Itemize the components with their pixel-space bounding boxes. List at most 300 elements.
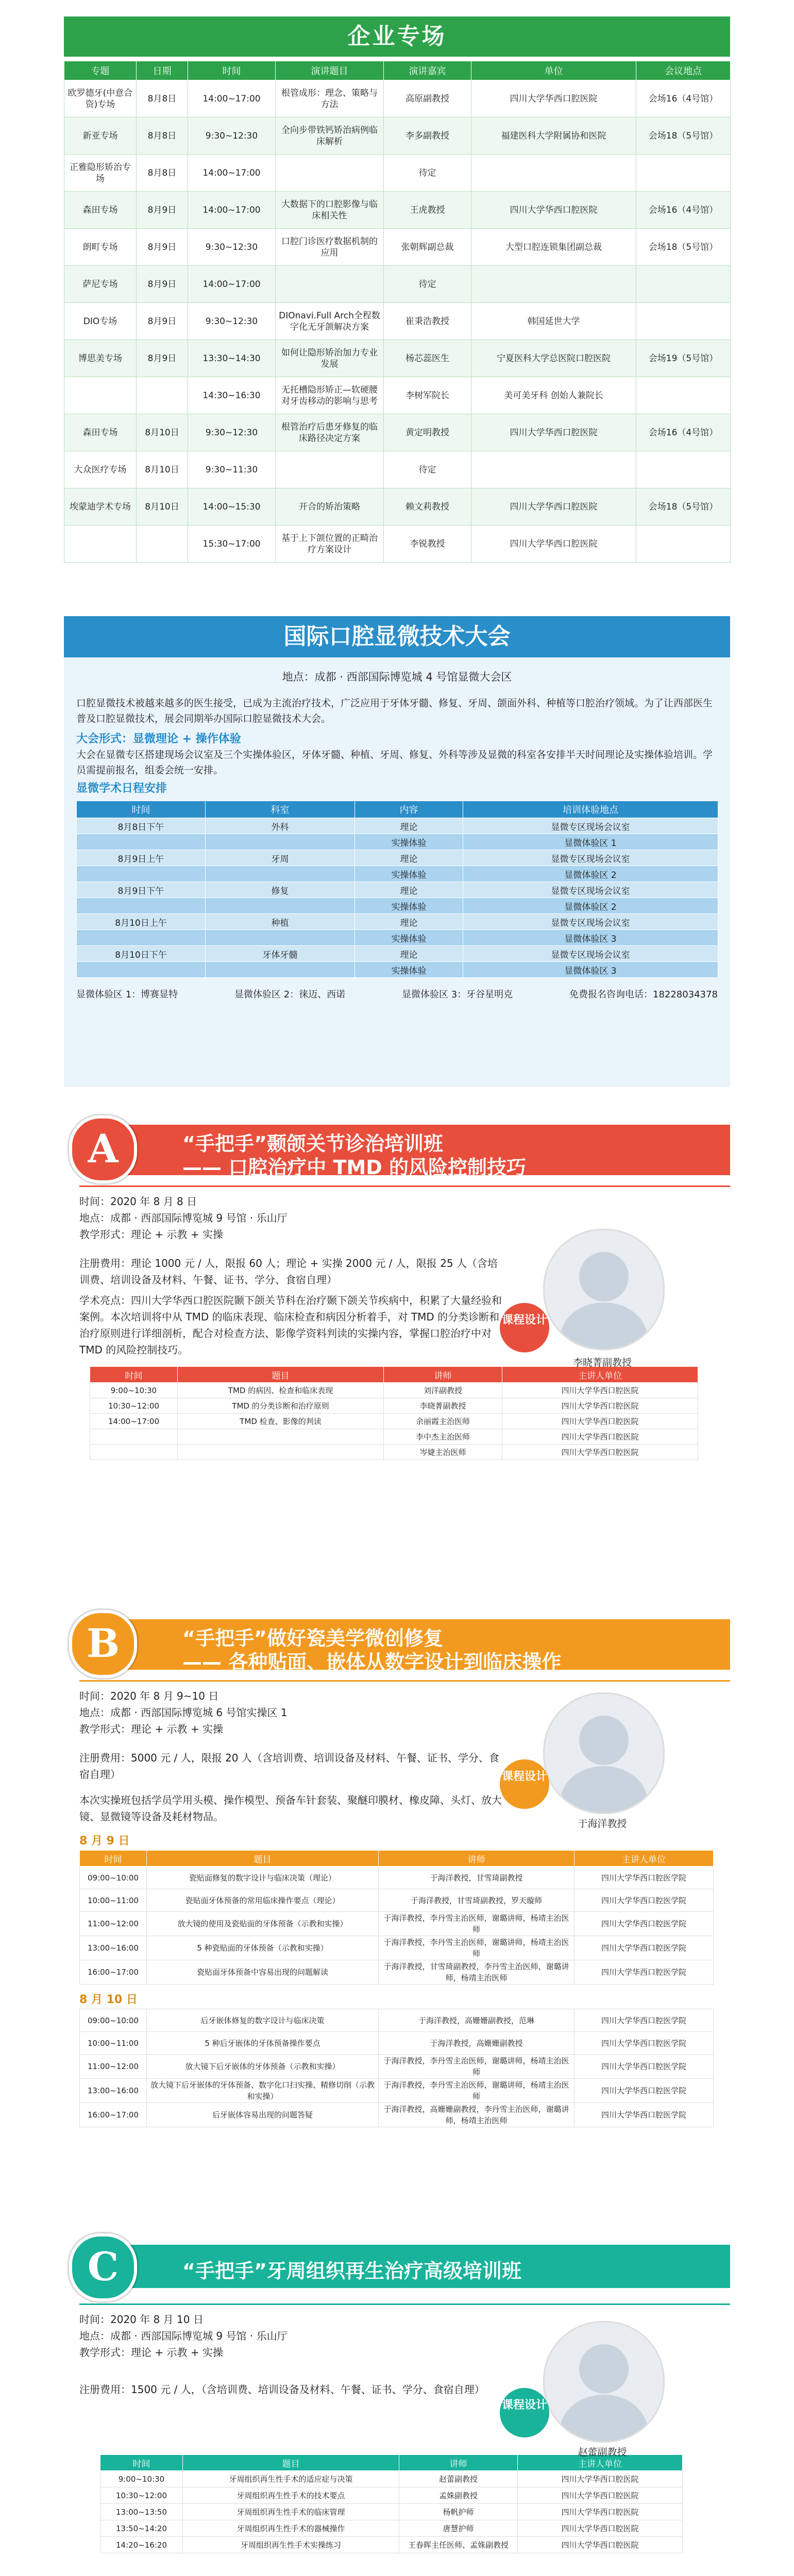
course-a-title-bar [100,1125,730,1179]
course-b-table2-cell: 11:00~12:00 [80,2055,147,2079]
course-a-table-cell: 余丽霞主治医师 [384,1414,502,1429]
enterprise-table-cell: 会场16（4号馆） [636,192,731,229]
enterprise-table-cell: 福建医科大学附属协和医院 [471,117,636,155]
congress-table-cell [206,866,355,882]
enterprise-table-cell: 大数据下的口腔影像与临床相关性 [276,192,384,229]
course-b-table2-cell: 四川大学华西口腔医学院 [575,2009,714,2032]
congress-schedule-table [76,801,718,978]
congress-schedule-title: 显微学术日程安排 [76,782,167,795]
congress-table-header-cell: 科室 [206,801,355,818]
congress-table-cell: 8月9日下午 [77,882,206,898]
course-b-table-day1 [79,1850,714,1985]
course-b-table2-cell: 四川大学华西口腔医学院 [575,2032,714,2055]
course-b-table1-cell: 于海洋教授，甘雪琦副教授，李丹雪主治医师，谢璐讲师，杨靖主治医师 [379,1960,575,1985]
enterprise-table-cell: 四川大学华西口腔医院 [471,414,636,451]
congress-table-cell: 显微体验区 3 [463,930,718,946]
course-b-day2: 8 月 10 日 [79,1993,138,2006]
enterprise-table-cell: 8月9日 [137,266,188,303]
course-b-fee: 注册费用：5000 元 / 人，限报 20 人（含培训费、培训设备及材料、午餐、证书、学分、食宿自理） [79,1752,499,1781]
course-b-table2-cell: 四川大学华西口腔医学院 [575,2079,714,2103]
course-b-table1-cell: 10:00~11:00 [80,1889,147,1912]
course-c-table-cell: 四川大学华西口腔医院 [518,2520,683,2537]
course-a-table-cell: 李中杰主治医师 [384,1429,502,1445]
course-b-table1-cell: 四川大学华西口腔医学院 [575,1867,714,1889]
course-c-table-cell: 13:00~13:50 [100,2504,183,2520]
congress-table-row [77,834,718,850]
enterprise-table-cell: 8月9日 [137,229,188,266]
course-b-table2-cell: 于海洋教授，高姗姗副教授，李丹雪主治医师，谢璐讲师，杨靖主治医师 [379,2103,575,2127]
enterprise-table-row [64,80,731,117]
course-b-table1-header-cell: 讲师 [379,1851,575,1867]
course-b-table1-row [80,1936,714,1960]
enterprise-table-header-cell: 日期 [137,61,188,80]
course-a-table-cell: TMD 的分类诊断和治疗原则 [178,1398,384,1414]
enterprise-table-header-cell: 演讲题目 [276,61,384,80]
course-b-materials: 本次实操班包括学员学用头模、操作模型、预备车针套装、聚醚印膜材、橡皮障、头灯、放大镜、显微镜等设备及耗材物品。 [79,1794,502,1823]
course-b-teacher-photo [543,1692,665,1814]
course-b-form: 教学形式：理论 + 示教 + 实操 [79,1723,223,1735]
congress-table-cell [206,898,355,914]
enterprise-table-cell [471,266,636,303]
course-b-table2-cell: 四川大学华西口腔医学院 [575,2103,714,2127]
course-a-letter: A [69,1115,137,1183]
course-a-table-cell: 14:00~17:00 [90,1414,178,1429]
course-b-table2-cell: 于海洋教授，李丹雪主治医师，谢璐讲师，杨靖主治医师 [379,2055,575,2079]
enterprise-table-cell: 8月8日 [137,117,188,155]
course-c-table-cell: 牙周组织再生性手术的适应症与决策 [183,2471,399,2487]
enterprise-table-cell: 四川大学华西口腔医院 [471,526,636,563]
congress-table-cell: 显微专区现场会议室 [463,946,718,962]
course-b-table1-cell: 于海洋教授，李丹雪主治医师，谢璐讲师，杨靖主治医师 [379,1912,575,1936]
course-b-teacher-name: 于海洋教授 [578,1818,627,1829]
course-b-table2-cell: 四川大学华西口腔医学院 [575,2055,714,2079]
enterprise-table-cell: 宁夏医科大学总医院口腔医院 [471,340,636,377]
enterprise-table-row [64,155,731,192]
congress-table-cell: 显微体验区 1 [463,834,718,850]
course-c-table-cell: 四川大学华西口腔医院 [518,2487,683,2504]
course-b-table1-row [80,1889,714,1912]
course-c-fee: 注册费用：1500 元 / 人，（含培训费、培训设备及材料、午餐、证书、学分、食宿自理） [79,2383,485,2396]
course-a-title: “手把手”颞颌关节诊治培训班 [182,1132,443,1155]
congress-table-cell: 牙周 [206,850,355,866]
enterprise-table-cell: 赖文莉教授 [384,488,471,526]
course-a-table-cell: 李晓菁副教授 [384,1398,502,1414]
footer-zone-3: 显微体验区 3：牙谷星明克 [402,989,513,1000]
enterprise-table-cell: 美可美牙科 创始人兼院长 [471,377,636,414]
congress-table-cell: 理论 [355,818,463,834]
avatar-icon [545,1694,663,1812]
enterprise-table-cell: 8月8日 [137,155,188,192]
course-b-table1-cell: 于海洋教授，甘雪琦副教授，罗天璇师 [379,1889,575,1912]
enterprise-table-row [64,266,731,303]
enterprise-table-cell: 待定 [384,155,471,192]
enterprise-table-cell: 韩国延世大学 [471,303,636,340]
course-c-table-cell: 14:20~16:20 [100,2537,183,2553]
enterprise-table-cell: 张朝辉副总裁 [384,229,471,266]
enterprise-table-cell: 博思美专场 [64,340,137,377]
course-a-table-row [90,1414,698,1429]
footer-zone-2: 显微体验区 2：徕迈、西诺 [234,989,346,1000]
enterprise-table-cell: 会场19（5号馆） [636,340,731,377]
course-b-table1-header-cell: 时间 [80,1851,147,1867]
enterprise-table-cell: 根管成形：理念、策略与方法 [276,80,384,117]
course-b-table2-cell: 放大镜下后牙嵌体的牙体预备、数字化口扫实操、精修切削（示教和实操） [147,2079,379,2103]
congress-table-row [77,818,718,834]
enterprise-table-cell: 8月10日 [137,451,188,488]
course-a [64,1115,730,1600]
enterprise-table-cell: 王虎教授 [384,192,471,229]
enterprise-table-cell: 李多副教授 [384,117,471,155]
course-b-table2-cell: 后牙嵌体容易出现的问题答疑 [147,2103,379,2127]
enterprise-table-cell: 无托槽隐形矫正—软硬腰对牙齿移动的影响与思考 [276,377,384,414]
course-b-table1-cell: 放大镜的使用及瓷贴面的牙体预备（示教和实操） [147,1912,379,1936]
course-c-time: 时间：2020 年 8 月 10 日 [79,2313,204,2326]
course-b-day1: 8 月 9 日 [79,1835,130,1848]
course-c-banner [64,2233,730,2300]
congress-location: 地点：成都 · 西部国际博览城 4 号馆显微大会区 [282,671,512,683]
course-b-table1-cell: 于海洋教授，甘雪琦副教授 [379,1867,575,1889]
course-c-table-cell: 赵蕾副教授 [399,2471,518,2487]
course-c-table-cell: 牙周组织再生性手术实操练习 [183,2537,399,2553]
course-a-table-cell: 四川大学华西口腔医院 [502,1414,698,1429]
congress-table-cell [77,898,206,914]
enterprise-table-cell: 9:30~12:30 [188,414,276,451]
enterprise-table-cell: 14:00~17:00 [188,192,276,229]
course-c-table-header-cell: 时间 [100,2455,183,2471]
congress-table-header [77,801,718,818]
enterprise-table-cell: 待定 [384,451,471,488]
course-b-table1-cell: 四川大学华西口腔医学院 [575,1936,714,1960]
enterprise-table-row [64,192,731,229]
course-b-table1-cell: 13:00~16:00 [80,1936,147,1960]
course-b-letter: B [69,1610,137,1678]
enterprise-table-cell: 14:00~17:00 [188,155,276,192]
enterprise-table-cell: 会场18（5号馆） [636,229,731,266]
congress-table-cell: 实操体验 [355,962,463,978]
enterprise-table-header-cell: 单位 [471,61,636,80]
enterprise-table-cell: 李锐教授 [384,526,471,563]
course-b-table1-header-cell: 主讲人单位 [575,1851,714,1867]
course-c-table-cell: 四川大学华西口腔医院 [518,2471,683,2487]
enterprise-section [64,16,730,603]
enterprise-table-cell: 14:30~16:30 [188,377,276,414]
course-b-ribbon: 课程设计 [500,1759,549,1809]
course-b-table2-cell: 16:00~17:00 [80,2103,147,2127]
enterprise-table-cell: 基于上下颌位置的正畸治疗方案设计 [276,526,384,563]
enterprise-table-cell: DIO专场 [64,303,137,340]
enterprise-table-cell [137,526,188,563]
course-a-table-row [90,1445,698,1460]
footer-zone-1: 显微体验区 1：博赛显特 [76,989,178,1000]
course-c-table-cell: 牙周组织再生性手术的技术要点 [183,2487,399,2504]
course-a-table-header-cell: 讲师 [384,1367,502,1383]
course-b-table1-cell: 09:00~10:00 [80,1867,147,1889]
course-b-table-day2 [79,2009,714,2127]
enterprise-table-cell: 8月8日 [137,80,188,117]
enterprise-table-cell: 9:30~12:30 [188,117,276,155]
enterprise-table-cell [636,155,731,192]
course-a-table-cell [178,1445,384,1460]
enterprise-table-cell [276,451,384,488]
enterprise-table [64,61,731,563]
enterprise-table-cell: 根管治疗后患牙修复的临床路径决定方案 [276,414,384,451]
congress-table-cell: 理论 [355,882,463,898]
congress-table-row [77,850,718,866]
enterprise-table-cell [137,377,188,414]
course-b-time: 时间：2020 年 8 月 9~10 日 [79,1690,219,1702]
course-b-table2-cell: 09:00~10:00 [80,2009,147,2032]
enterprise-table-row [64,451,731,488]
course-c-ribbon: 课程设计 [500,2388,549,2437]
course-b-title-bar [100,1619,730,1673]
enterprise-table-cell [276,155,384,192]
course-c-info [79,2311,502,2398]
avatar-icon [545,1230,663,1349]
congress-table-cell [77,962,206,978]
course-a-fee: 注册费用：理论 1000 元 / 人，限报 60 人；理论 + 实操 2000 元 / 人，限报 25 人（含培训费、培训设备及材料、午餐、证书、学分、食宿自理） [79,1257,498,1286]
course-b-table1-cell: 5 种瓷贴面的牙体预备（示教和实操） [147,1936,379,1960]
enterprise-table-cell: 15:30~17:00 [188,526,276,563]
course-c-letter: C [69,2233,137,2301]
course-b-banner [64,1610,730,1677]
course-a-banner [64,1115,730,1182]
course-b-table2-cell: 于海洋教授，高姗姗副教授 [379,2032,575,2055]
course-a-table-header [90,1367,698,1383]
course-b-place: 地点：成都 · 西部国际博览城 6 号馆实操区 1 [79,1706,288,1719]
enterprise-table-row [64,526,731,563]
course-b-table2-cell: 放大镜下后牙嵌体的牙体预备（示教和实操） [147,2055,379,2079]
congress-table-cell: 8月10日下午 [77,946,206,962]
enterprise-table-header-cell: 时间 [188,61,276,80]
course-b-table1-cell: 瓷贴面牙体预备中容易出现的问题解读 [147,1960,379,1985]
enterprise-table-cell: 口腔门诊医疗数据机制的应用 [276,229,384,266]
enterprise-table-cell: 四川大学华西口腔医院 [471,192,636,229]
course-b [64,1610,730,2223]
course-c-table-cell: 杨帆护师 [399,2504,518,2520]
course-b-table2-cell: 10:00~11:00 [80,2032,147,2055]
congress-table-cell [77,866,206,882]
enterprise-table-row [64,229,731,266]
course-a-table-cell: 四川大学华西口腔医院 [502,1398,698,1414]
congress-table-cell [206,834,355,850]
course-a-table-cell: 四川大学华西口腔医院 [502,1429,698,1445]
enterprise-table-row [64,303,731,340]
course-c-table-cell: 10:30~12:00 [100,2487,183,2504]
course-c-title-bar [100,2245,730,2288]
enterprise-table-cell: 8月10日 [137,414,188,451]
course-a-place: 地点：成都 · 西部国际博览城 9 号馆 · 乐山厅 [79,1212,288,1224]
congress-table-cell: 实操体验 [355,898,463,914]
congress-table-cell: 种植 [206,914,355,930]
course-b-table1-cell: 四川大学华西口腔医学院 [575,1960,714,1985]
course-b-table1-row [80,1867,714,1889]
congress-section [64,616,730,1087]
course-b-table1-cell: 瓷贴面牙体预备的常用临床操作要点（理论） [147,1889,379,1912]
enterprise-table-cell: 大众医疗专场 [64,451,137,488]
enterprise-table-cell [276,266,384,303]
enterprise-table-cell: 9:30~11:30 [188,451,276,488]
congress-intro: 口腔显微技术被越来越多的医生接受，已成为主流治疗技术，广泛应用于牙体牙髓、修复、牙周、颌面外科、种植等口腔治疗领域。为了让西部医生普及口腔显微技术，展会同期举办国际口腔显微技术大会。 [76,698,713,724]
enterprise-table-row [64,377,731,414]
congress-table-cell: 理论 [355,914,463,930]
congress-table-cell: 显微体验区 3 [463,962,718,978]
course-b-table2-row [80,2032,714,2055]
enterprise-table-cell: 9:30~12:30 [188,229,276,266]
enterprise-table-cell: 全向步带铁钙矫治病例临床解析 [276,117,384,155]
enterprise-title: 企业专场 [64,16,730,57]
course-c-table-cell: 王春晖主任医师、孟姝副教授 [399,2537,518,2553]
enterprise-table-cell: 新亚专场 [64,117,137,155]
course-b-table1-row [80,1960,714,1985]
enterprise-table-cell: 朗町专场 [64,229,137,266]
course-c-table-header-cell: 题目 [183,2455,399,2471]
course-a-table-cell [90,1445,178,1460]
course-a-table-header-cell: 题目 [178,1367,384,1383]
course-c-table-row [100,2504,683,2520]
enterprise-table-cell: 9:30~12:30 [188,303,276,340]
course-c-title: “手把手”牙周组织再生治疗高级培训班 [182,2260,521,2282]
enterprise-table-cell [636,451,731,488]
course-c-teacher-name: 赵蕾副教授 [578,2447,627,2458]
enterprise-table-cell [64,377,137,414]
enterprise-table-cell: 森田专场 [64,192,137,229]
congress-table-cell: 8月9日上午 [77,850,206,866]
course-c-place: 地点：成都 · 西部国际博览城 9 号馆 · 乐山厅 [79,2330,288,2342]
course-b-table2-cell: 于海洋教授，高姗姗副教授，范琳 [379,2009,575,2032]
course-b-table1-row [80,1912,714,1936]
congress-table-row [77,930,718,946]
enterprise-table-row [64,340,731,377]
congress-table-cell: 显微体验区 2 [463,866,718,882]
enterprise-table-cell: 待定 [384,266,471,303]
enterprise-table-cell: 埃蒙迪学术专场 [64,488,137,526]
congress-table-cell: 显微专区现场会议室 [463,914,718,930]
enterprise-table-row [64,414,731,451]
course-c-table-row [100,2537,683,2553]
congress-table-row [77,946,718,962]
congress-table-header-cell: 培训体验地点 [463,801,718,818]
course-a-table-header-cell: 时间 [90,1367,178,1383]
course-c-table-cell: 13:50~14:20 [100,2520,183,2537]
congress-table-row [77,962,718,978]
enterprise-table-header-cell: 演讲嘉宾 [384,61,471,80]
course-a-table-cell: 10:30~12:00 [90,1398,178,1414]
congress-table-cell: 显微专区现场会议室 [463,818,718,834]
course-a-table-cell: 四川大学华西口腔医院 [502,1445,698,1460]
congress-table-cell [206,930,355,946]
course-b-title: “手把手”做好瓷美学微创修复 [182,1627,443,1650]
congress-table-cell: 实操体验 [355,834,463,850]
congress-table-cell: 理论 [355,850,463,866]
enterprise-table-cell: 大型口腔连锁集团副总裁 [471,229,636,266]
enterprise-table-cell: 黄定明教授 [384,414,471,451]
enterprise-table-cell: 正雅隐形矫治专场 [64,155,137,192]
congress-table-cell: 显微专区现场会议室 [463,882,718,898]
course-c-table-cell: 孟姝副教授 [399,2487,518,2504]
enterprise-table-cell: 8月9日 [137,192,188,229]
enterprise-table-cell: 会场16（4号馆） [636,414,731,451]
course-b-table2-cell: 后牙嵌体修复的数字设计与临床决策 [147,2009,379,2032]
enterprise-table-row [64,488,731,526]
congress-table-cell [77,834,206,850]
enterprise-table-cell: 萨尼专场 [64,266,137,303]
course-c-table-row [100,2520,683,2537]
footer-phone: 免费报名咨询电话：18228034378 [569,989,718,1000]
congress-table-cell: 显微专区现场会议室 [463,850,718,866]
enterprise-table-header-cell: 会议地点 [636,61,731,80]
course-c-table-header-cell: 讲师 [399,2455,518,2471]
enterprise-table-cell: 8月9日 [137,340,188,377]
course-a-form: 教学形式：理论 + 示教 + 实操 [79,1228,223,1241]
enterprise-table-cell: 8月10日 [137,488,188,526]
course-a-table-cell: 四川大学华西口腔医院 [502,1383,698,1398]
course-a-teacher-name: 李晓菁副教授 [572,1357,632,1368]
course-b-table1-cell: 于海洋教授，李丹雪主治医师，谢璐讲师，杨靖主治医师 [379,1936,575,1960]
course-a-table-cell [90,1429,178,1445]
enterprise-table-cell: 李树军院长 [384,377,471,414]
congress-form-title: 大会形式：显微理论 + 操作体验 [76,733,241,745]
course-c-table-cell: 牙周组织再生性手术的临床管理 [183,2504,399,2520]
congress-table-row [77,914,718,930]
enterprise-table-cell: 杨芯蕊医生 [384,340,471,377]
enterprise-table-cell: 如何让隐形矫治加力专业发展 [276,340,384,377]
avatar-icon [545,2323,663,2441]
congress-table-cell: 理论 [355,946,463,962]
enterprise-table-cell: 四川大学华西口腔医院 [471,488,636,526]
course-b-table2-row [80,2009,714,2032]
congress-table-cell [77,930,206,946]
enterprise-table-cell [636,303,731,340]
enterprise-table-cell: 崔秉浩教授 [384,303,471,340]
congress-table-cell: 外科 [206,818,355,834]
course-b-table2-cell: 5 种后牙嵌体的牙体预备操作要点 [147,2032,379,2055]
congress-table-cell: 实操体验 [355,866,463,882]
enterprise-table-cell: 高原副教授 [384,80,471,117]
congress-table-cell: 8月8日下午 [77,818,206,834]
course-c-table [100,2454,683,2553]
course-a-table-cell: TMD 检查、影像的判读 [178,1414,384,1429]
course-a-table-cell: 刘洋副教授 [384,1383,502,1398]
course-a-table-row [90,1398,698,1414]
course-a-table-cell: TMD 的病因、检查和临床表现 [178,1383,384,1398]
enterprise-table-cell [471,155,636,192]
course-c-table-cell: 四川大学华西口腔医院 [518,2537,683,2553]
enterprise-table-header [64,61,731,80]
enterprise-table-cell: 14:00~17:00 [188,80,276,117]
enterprise-table-cell: 开合的矫治策略 [276,488,384,526]
course-c-teacher-photo [543,2321,665,2443]
course-a-table-header-cell: 主讲人单位 [502,1367,698,1383]
congress-table-cell: 8月10日上午 [77,914,206,930]
enterprise-table-cell: 13:30~14:30 [188,340,276,377]
course-c-table-cell: 四川大学华西口腔医院 [518,2504,683,2520]
enterprise-table-cell [471,451,636,488]
course-a-subtitle: —— 口腔治疗中 TMD 的风险控制技巧 [182,1156,526,1179]
course-a-teacher-photo [543,1229,665,1350]
enterprise-table-cell [636,266,731,303]
course-c [64,2233,730,2576]
enterprise-table-cell: 四川大学华西口腔医院 [471,80,636,117]
enterprise-table-cell: 会场18（5号馆） [636,488,731,526]
course-c-table-row [100,2487,683,2504]
enterprise-table-cell: DIOnavi.Full Arch全程数字化无牙颌解决方案 [276,303,384,340]
course-b-table1-cell: 16:00~17:00 [80,1960,147,1985]
course-a-time: 时间：2020 年 8 月 8 日 [79,1195,197,1208]
course-b-table2-cell: 于海洋教授，李丹雪主治医师，谢璐讲师，杨靖主治医师 [379,2079,575,2103]
course-c-table-cell: 唐慧护师 [399,2520,518,2537]
course-a-table-cell [178,1429,384,1445]
course-b-table1-header-cell: 题目 [147,1851,379,1867]
